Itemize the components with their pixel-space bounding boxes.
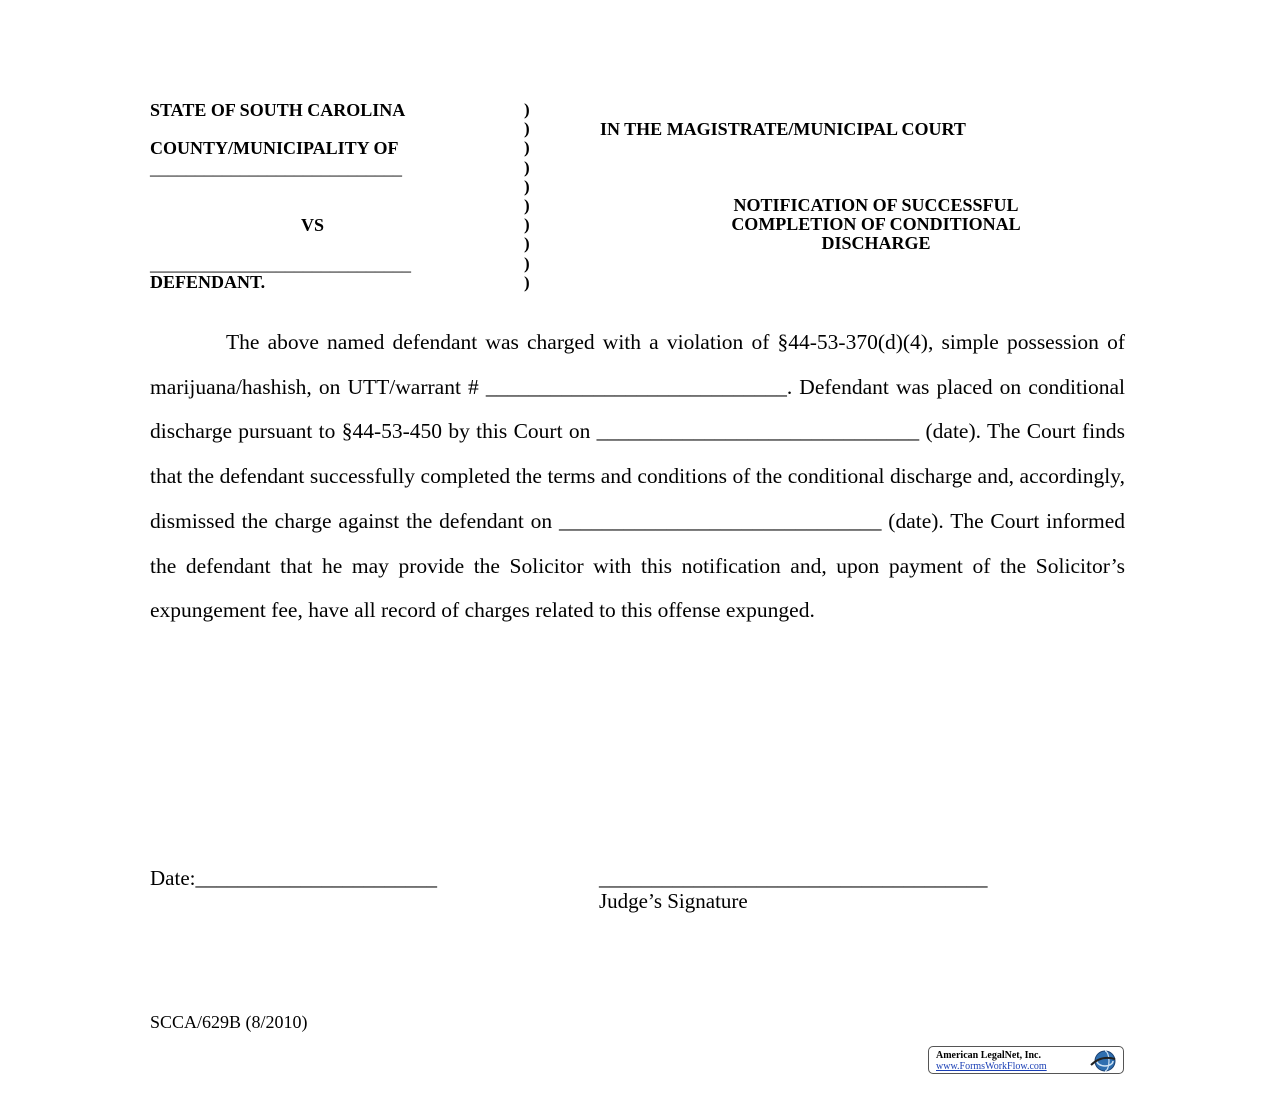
document-title-line: COMPLETION OF CONDITIONAL [731,214,1021,234]
form-code: SCCA/629B (8/2010) [150,1012,308,1032]
caption-paren: ) [524,100,530,119]
caption-paren: ) [524,158,530,177]
caption-state: STATE OF SOUTH CAROLINA [150,100,406,120]
caption-defendant: DEFENDANT. [150,272,266,292]
caption-paren: ) [524,119,530,138]
date-field: Date:_______________________ [150,866,437,890]
publisher-link[interactable]: www.FormsWorkFlow.com [936,1061,1047,1072]
court-name: IN THE MAGISTRATE/MUNICIPAL COURT [600,119,966,139]
caption-paren: ) [524,196,530,215]
caption-defendant-blank: _____________________________ [150,254,411,274]
caption-county-blank: ____________________________ [150,158,402,178]
body-paragraph [150,320,1125,633]
caption-paren: ) [524,138,530,157]
caption-vs: VS [301,215,325,235]
document-title [666,196,1086,253]
caption-paren: ) [524,177,530,196]
judge-signature-line: _____________________________________ [599,866,988,890]
document-title-line: DISCHARGE [821,233,931,253]
caption-paren: ) [524,254,530,273]
caption-paren: ) [524,234,530,253]
judge-signature-label: Judge’s Signature [599,889,748,913]
body-paragraph-text: The above named defendant was charged with a violation of §44-53-370(d)(4), simple possession of marijuana/hashish, on UTT/warrant # ____________________________. Defendant was placed on conditional discharge pursuant to §44-53-450 by this Court on ______________________________ (date). The Court finds that the defendant successfully completed the terms and conditions of the conditional discharge and, accordingly, dismissed the charge against the defendant on ______________________________ (date). The Court informed the defendant that he may provide the Solicitor with this notification and, upon payment of the Solicitor’s expungement fee, have all record of charges related to this offense expunged. [150,330,1125,623]
caption-paren: ) [524,273,530,292]
caption-paren: ) [524,215,530,234]
publisher-name: American LegalNet, Inc. [936,1050,1041,1061]
caption-county: COUNTY/MUNICIPALITY OF [150,138,399,158]
document-title-line: NOTIFICATION OF SUCCESSFUL [733,195,1019,215]
publisher-badge[interactable] [928,1046,1124,1074]
globe-logo-icon [1087,1049,1119,1073]
